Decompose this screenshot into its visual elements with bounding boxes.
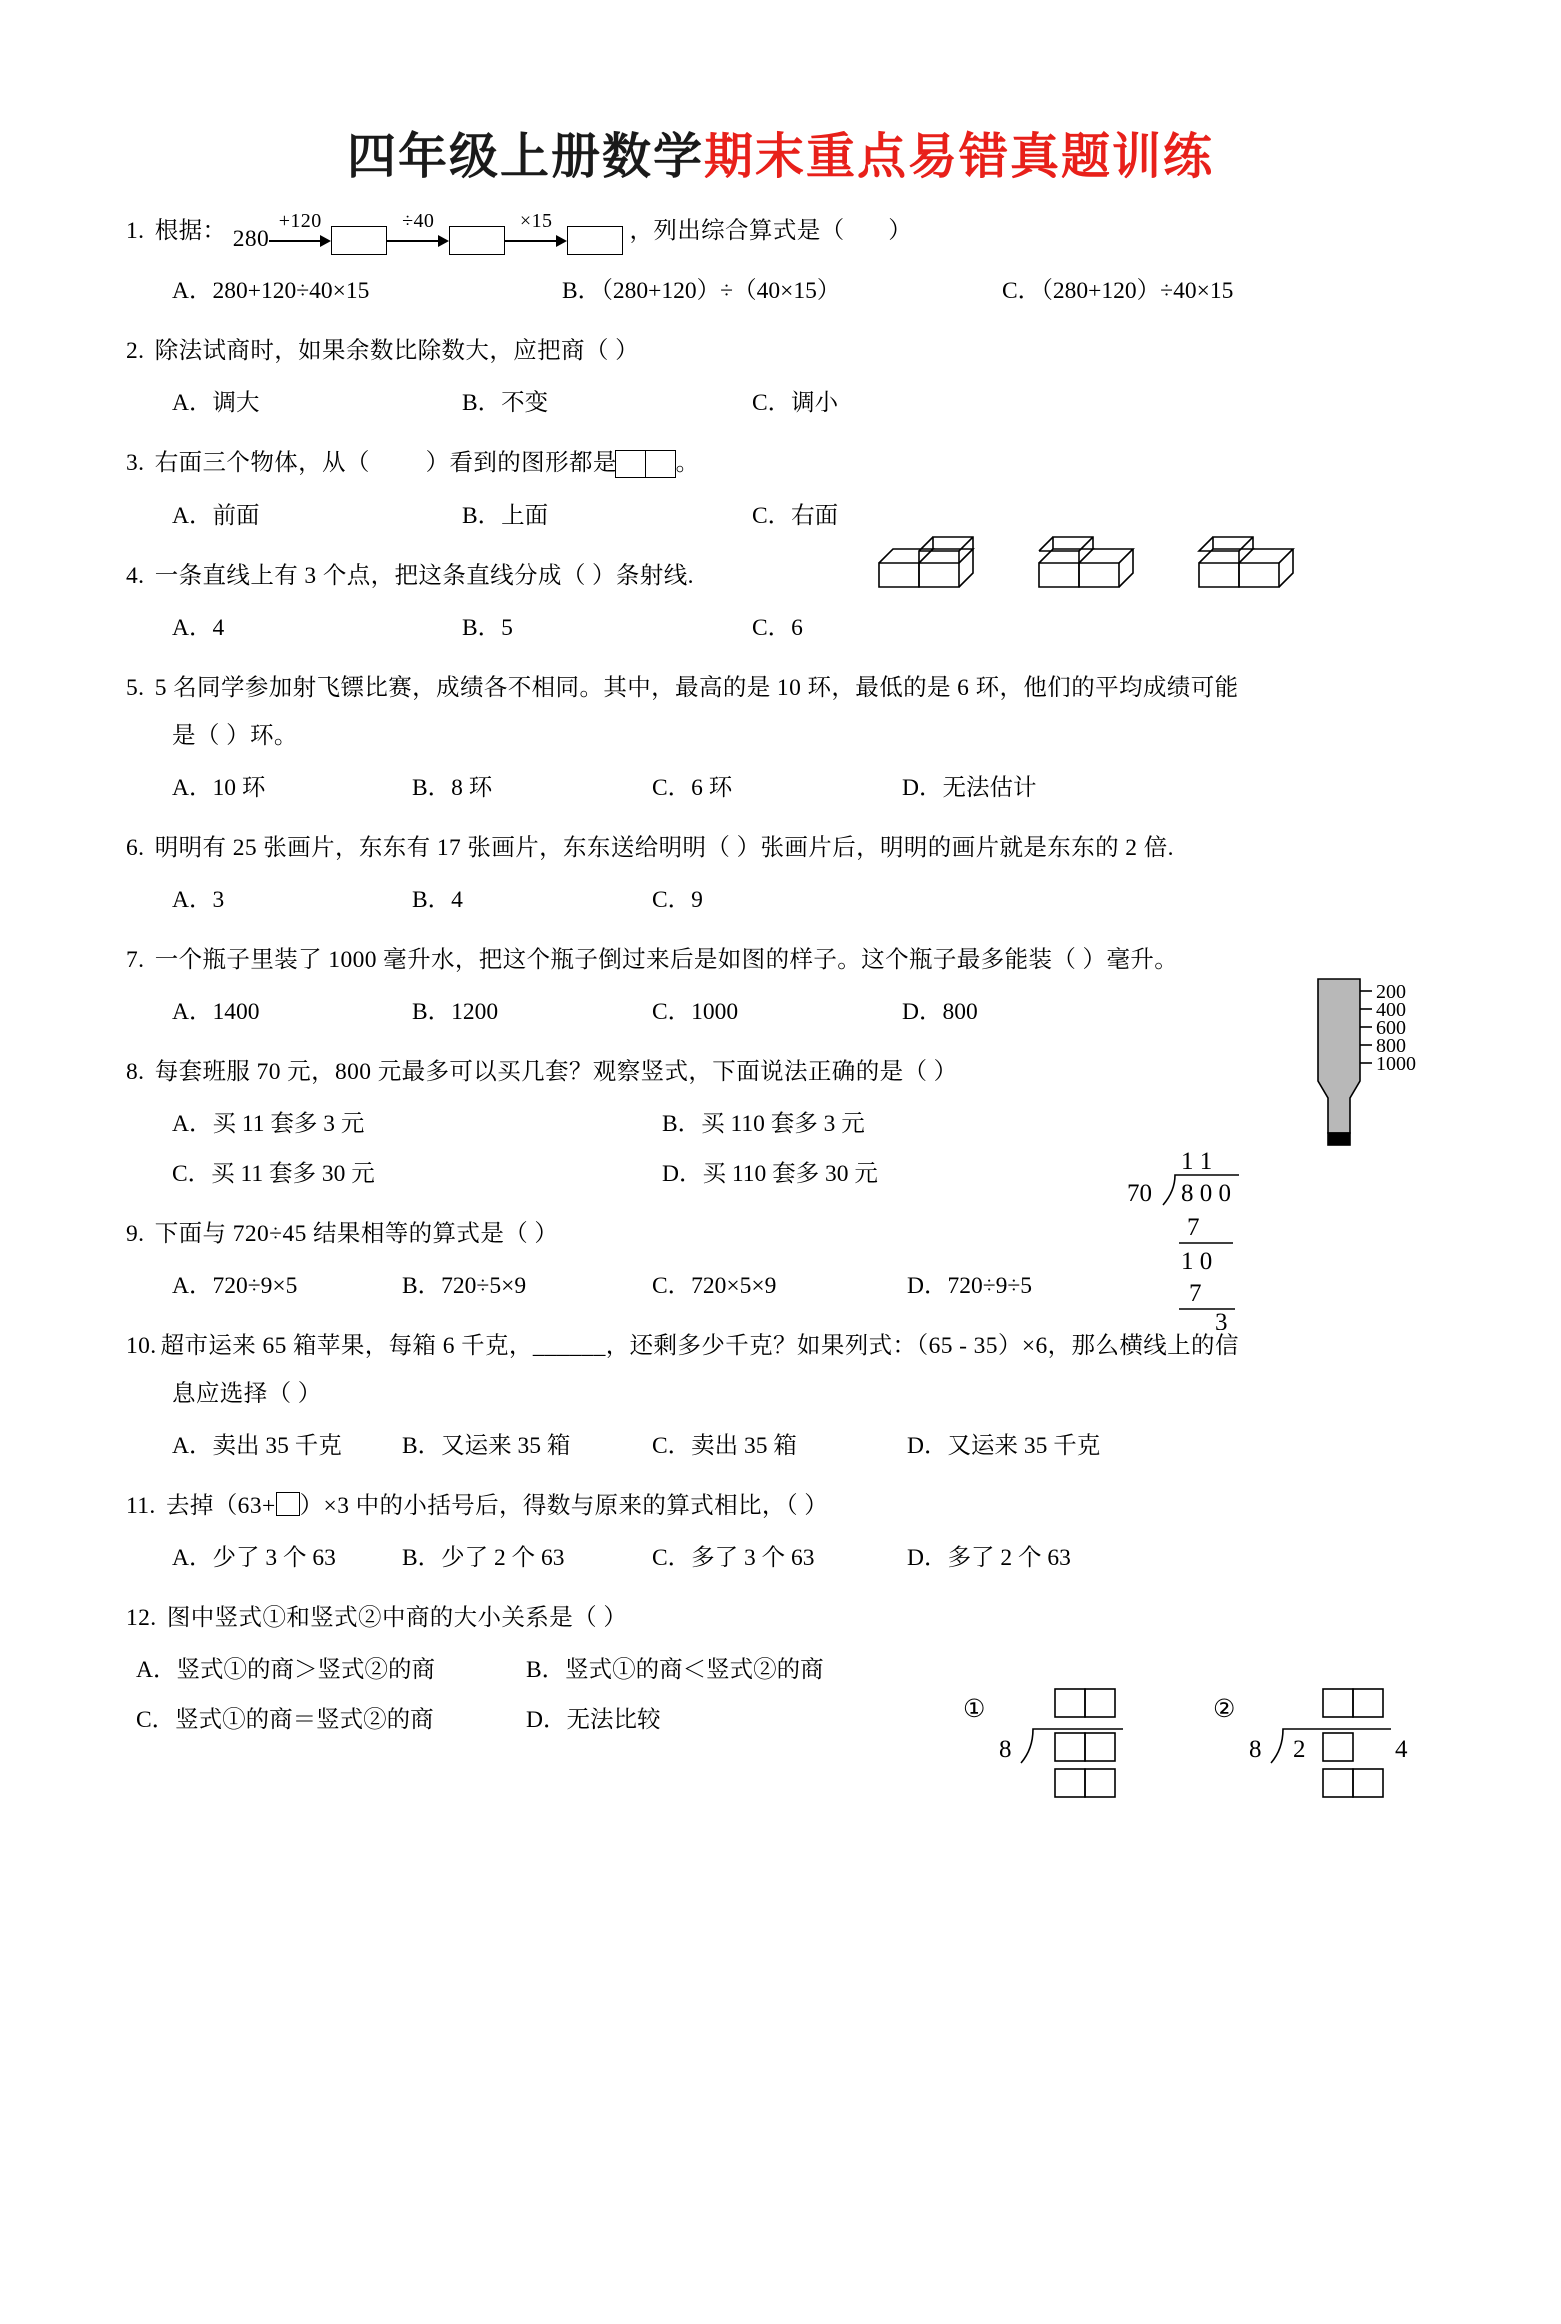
option-11-c[interactable]: C．多了 3 个 63 [652,1545,815,1572]
option-6-a[interactable]: A．3 [172,887,225,914]
question-4-stem [126,559,1443,593]
question-11-stem-pre: 去掉（63+ [165,1493,276,1520]
question-9-options [126,1269,1443,1303]
option-4-c[interactable]: C．6 [752,615,803,642]
option-3-c[interactable]: C．右面 [752,503,839,530]
svg-text:7: 7 [1187,1214,1200,1242]
svg-text:2: 2 [1293,1736,1306,1764]
question-1-stem-post: ，列出综合算式是（ [629,218,845,244]
questions-container [118,209,1443,1777]
shape-figure-two-squares [617,445,676,479]
svg-text:②: ② [1213,1696,1236,1724]
svg-text:1 1: 1 1 [1181,1148,1213,1176]
question-9-stem [126,1217,1443,1251]
question-10-stem-line2: 息应选择（ ） [172,1381,322,1408]
svg-text:8: 8 [999,1736,1012,1764]
question-12 [126,1601,1443,1764]
flow-start-value: 280 [232,226,270,252]
question-5-number: 5. [126,675,145,702]
question-1-options [126,274,1443,308]
option-10-b[interactable]: B．又运来 35 箱 [402,1433,571,1460]
question-5-stem-line1: 5 名同学参加射飞镖比赛，成绩各不相同。其中，最高的是 10 环，最低的是 6 环，他们的平均成绩可能 [154,675,1239,702]
question-3-options [126,499,1443,533]
option-1-c[interactable]: C．（280+120）÷40×15 [1002,277,1234,304]
question-12-stem-text: 图中竖式①和竖式②中商的大小关系是（ ） [166,1605,628,1632]
flow-arrow-2 [387,209,449,258]
question-5 [126,671,1443,805]
question-7-number: 7. [126,947,145,974]
question-6-options [126,883,1443,917]
blank-square-icon [276,1492,300,1516]
question-4-stem-text: 一条直线上有 3 个点，把这条直线分成（ ）条射线. [154,563,694,590]
question-11-stem-post: ）×3 中的小括号后，得数与原来的算式相比，（ ） [299,1493,829,1520]
question-2-options [126,386,1443,420]
option-11-d[interactable]: D．多了 2 个 63 [907,1545,1071,1572]
question-1 [126,209,1443,308]
option-8-c[interactable]: C．买 11 套多 30 元 [172,1161,375,1188]
option-11-a[interactable]: A．少了 3 个 63 [172,1545,336,1572]
flow-blank-2 [449,226,505,255]
question-5-stem [126,671,1443,705]
option-3-a[interactable]: A．前面 [172,503,260,530]
question-12-options-row2 [126,1703,1443,1737]
question-2 [126,334,1443,420]
option-6-b[interactable]: B．4 [412,887,463,914]
flow-arrow-3 [505,209,567,258]
svg-text:1000: 1000 [1376,1053,1416,1076]
question-9-stem-text: 下面与 720÷45 结果相等的算式是（ ） [154,1221,559,1248]
question-12-stem [126,1601,1443,1635]
option-12-a[interactable]: A．竖式①的商＞竖式②的商 [136,1657,435,1684]
option-5-c[interactable]: C．6 环 [652,775,733,802]
option-12-d[interactable]: D．无法比较 [526,1707,661,1734]
question-6 [126,831,1443,917]
option-7-b[interactable]: B．1200 [412,999,499,1026]
option-9-c[interactable]: C．720×5×9 [652,1273,777,1300]
flow-op-1: +120 [278,209,322,232]
flow-op-3: ×15 [519,209,553,232]
question-2-stem-text: 除法试商时，如果余数比除数大，应把商（ ） [154,337,639,364]
vertical-forms-figure [963,1681,1433,1821]
question-1-stem-post2: ） [888,218,913,244]
question-6-stem-text: 明明有 25 张画片，东东有 17 张画片，东东送给明明（ ）张画片后，明明的画片就是东东的 2 倍. [154,835,1174,862]
question-11-options [126,1541,1443,1575]
option-2-a[interactable]: A．调大 [172,389,260,416]
svg-text:8 0 0: 8 0 0 [1181,1180,1231,1208]
option-4-b[interactable]: B．5 [462,615,513,642]
option-5-d[interactable]: D．无法估计 [902,775,1037,802]
option-8-b[interactable]: B．买 110 套多 3 元 [662,1111,865,1138]
question-12-number: 12. [126,1605,157,1632]
option-1-a[interactable]: A．280+120÷40×15 [172,277,370,304]
option-3-b[interactable]: B．上面 [462,503,549,530]
flow-diagram [232,209,623,258]
worksheet-page [0,118,1561,2324]
option-10-d[interactable]: D．又运来 35 千克 [907,1433,1101,1460]
question-10-number: 10. [126,1333,157,1360]
question-5-stem-line2: 是（ ）环。 [172,723,298,750]
option-9-d[interactable]: D．720÷9÷5 [907,1273,1033,1300]
svg-text:4: 4 [1395,1736,1408,1764]
option-10-a[interactable]: A．卖出 35 千克 [172,1433,342,1460]
option-9-a[interactable]: A．720÷9×5 [172,1273,298,1300]
flow-blank-1 [331,226,387,255]
option-8-a[interactable]: A．买 11 套多 3 元 [172,1111,365,1138]
svg-text:600: 600 [1376,1017,1406,1040]
page-title-red: 期末重点易错真题训练 [704,128,1215,185]
question-6-number: 6. [126,835,145,862]
question-3-stem-mid: ）看到的图形都是 [425,449,617,476]
page-title-black: 四年级上册数学 [346,128,704,185]
flow-op-2: ÷40 [402,209,435,232]
option-8-d[interactable]: D．买 110 套多 30 元 [662,1161,878,1188]
option-5-b[interactable]: B．8 环 [412,775,493,802]
option-11-b[interactable]: B．少了 2 个 63 [402,1545,565,1572]
svg-text:800: 800 [1376,1035,1406,1058]
question-5-options [126,771,1443,805]
page-title [0,118,1561,188]
question-3-number: 3. [126,449,145,476]
question-10-options [126,1429,1443,1463]
question-10-stem [126,1329,1443,1363]
option-6-c[interactable]: C．9 [652,887,703,914]
question-4-options [126,611,1443,645]
svg-text:8: 8 [1249,1736,1262,1764]
flow-arrow-1 [269,209,331,258]
question-1-stem [126,209,1443,256]
question-9 [126,1217,1443,1303]
svg-text:200: 200 [1376,981,1406,1004]
svg-text:7: 7 [1189,1280,1202,1308]
option-7-c[interactable]: C．1000 [652,999,739,1026]
question-10-stem-line1: 超市运来 65 箱苹果，每箱 6 千克，______，还剩多少千克？如果列式：（65 - 35）×6，那么横线上的信 [160,1333,1239,1360]
question-11-number: 11. [126,1493,156,1520]
question-4-number: 4. [126,563,145,590]
svg-text:400: 400 [1376,999,1406,1022]
option-2-b[interactable]: B．不变 [462,389,549,416]
question-3-stem [126,446,1443,482]
question-2-number: 2. [126,337,145,364]
question-8-number: 8. [126,1059,145,1086]
question-8-options-row2 [126,1157,1443,1191]
option-12-b[interactable]: B．竖式①的商＜竖式②的商 [526,1657,824,1684]
question-3-stem-post: 。 [675,449,700,476]
option-5-a[interactable]: A．10 环 [172,775,266,802]
svg-text:70: 70 [1127,1180,1152,1208]
option-1-b[interactable]: B．（280+120）÷（40×15） [562,277,841,304]
svg-text:1 0: 1 0 [1181,1248,1213,1276]
question-4 [126,559,1443,645]
question-1-number: 1. [126,218,145,244]
option-7-a[interactable]: A．1400 [172,999,260,1026]
option-2-c[interactable]: C．调小 [752,389,839,416]
question-9-number: 9. [126,1221,145,1248]
svg-text:①: ① [963,1696,986,1724]
question-6-stem [126,831,1443,865]
question-11-stem [126,1489,1443,1523]
question-8-stem-text: 每套班服 70 元，800 元最多可以买几套？观察竖式，下面说法正确的是（ ） [154,1059,958,1086]
question-7-stem-text: 一个瓶子里装了 1000 毫升水，把这个瓶子倒过来后是如图的样子。这个瓶子最多能装（ ）毫升。 [154,947,1179,974]
option-4-a[interactable]: A．4 [172,615,225,642]
question-3 [126,446,1443,534]
question-2-stem [126,334,1443,368]
question-8-stem [126,1055,1443,1089]
question-1-stem-pre: 根据： [154,218,227,244]
svg-text:3: 3 [1215,1309,1228,1331]
question-10 [126,1329,1443,1463]
option-10-c[interactable]: C．卖出 35 箱 [652,1433,797,1460]
question-11 [126,1489,1443,1575]
question-7-stem [126,943,1443,977]
option-12-c[interactable]: C．竖式①的商＝竖式②的商 [136,1707,434,1734]
option-9-b[interactable]: B．720÷5×9 [402,1273,527,1300]
flow-blank-3 [567,226,623,255]
question-3-stem-pre: 右面三个物体，从（ [154,449,370,476]
option-7-d[interactable]: D．800 [902,999,978,1026]
